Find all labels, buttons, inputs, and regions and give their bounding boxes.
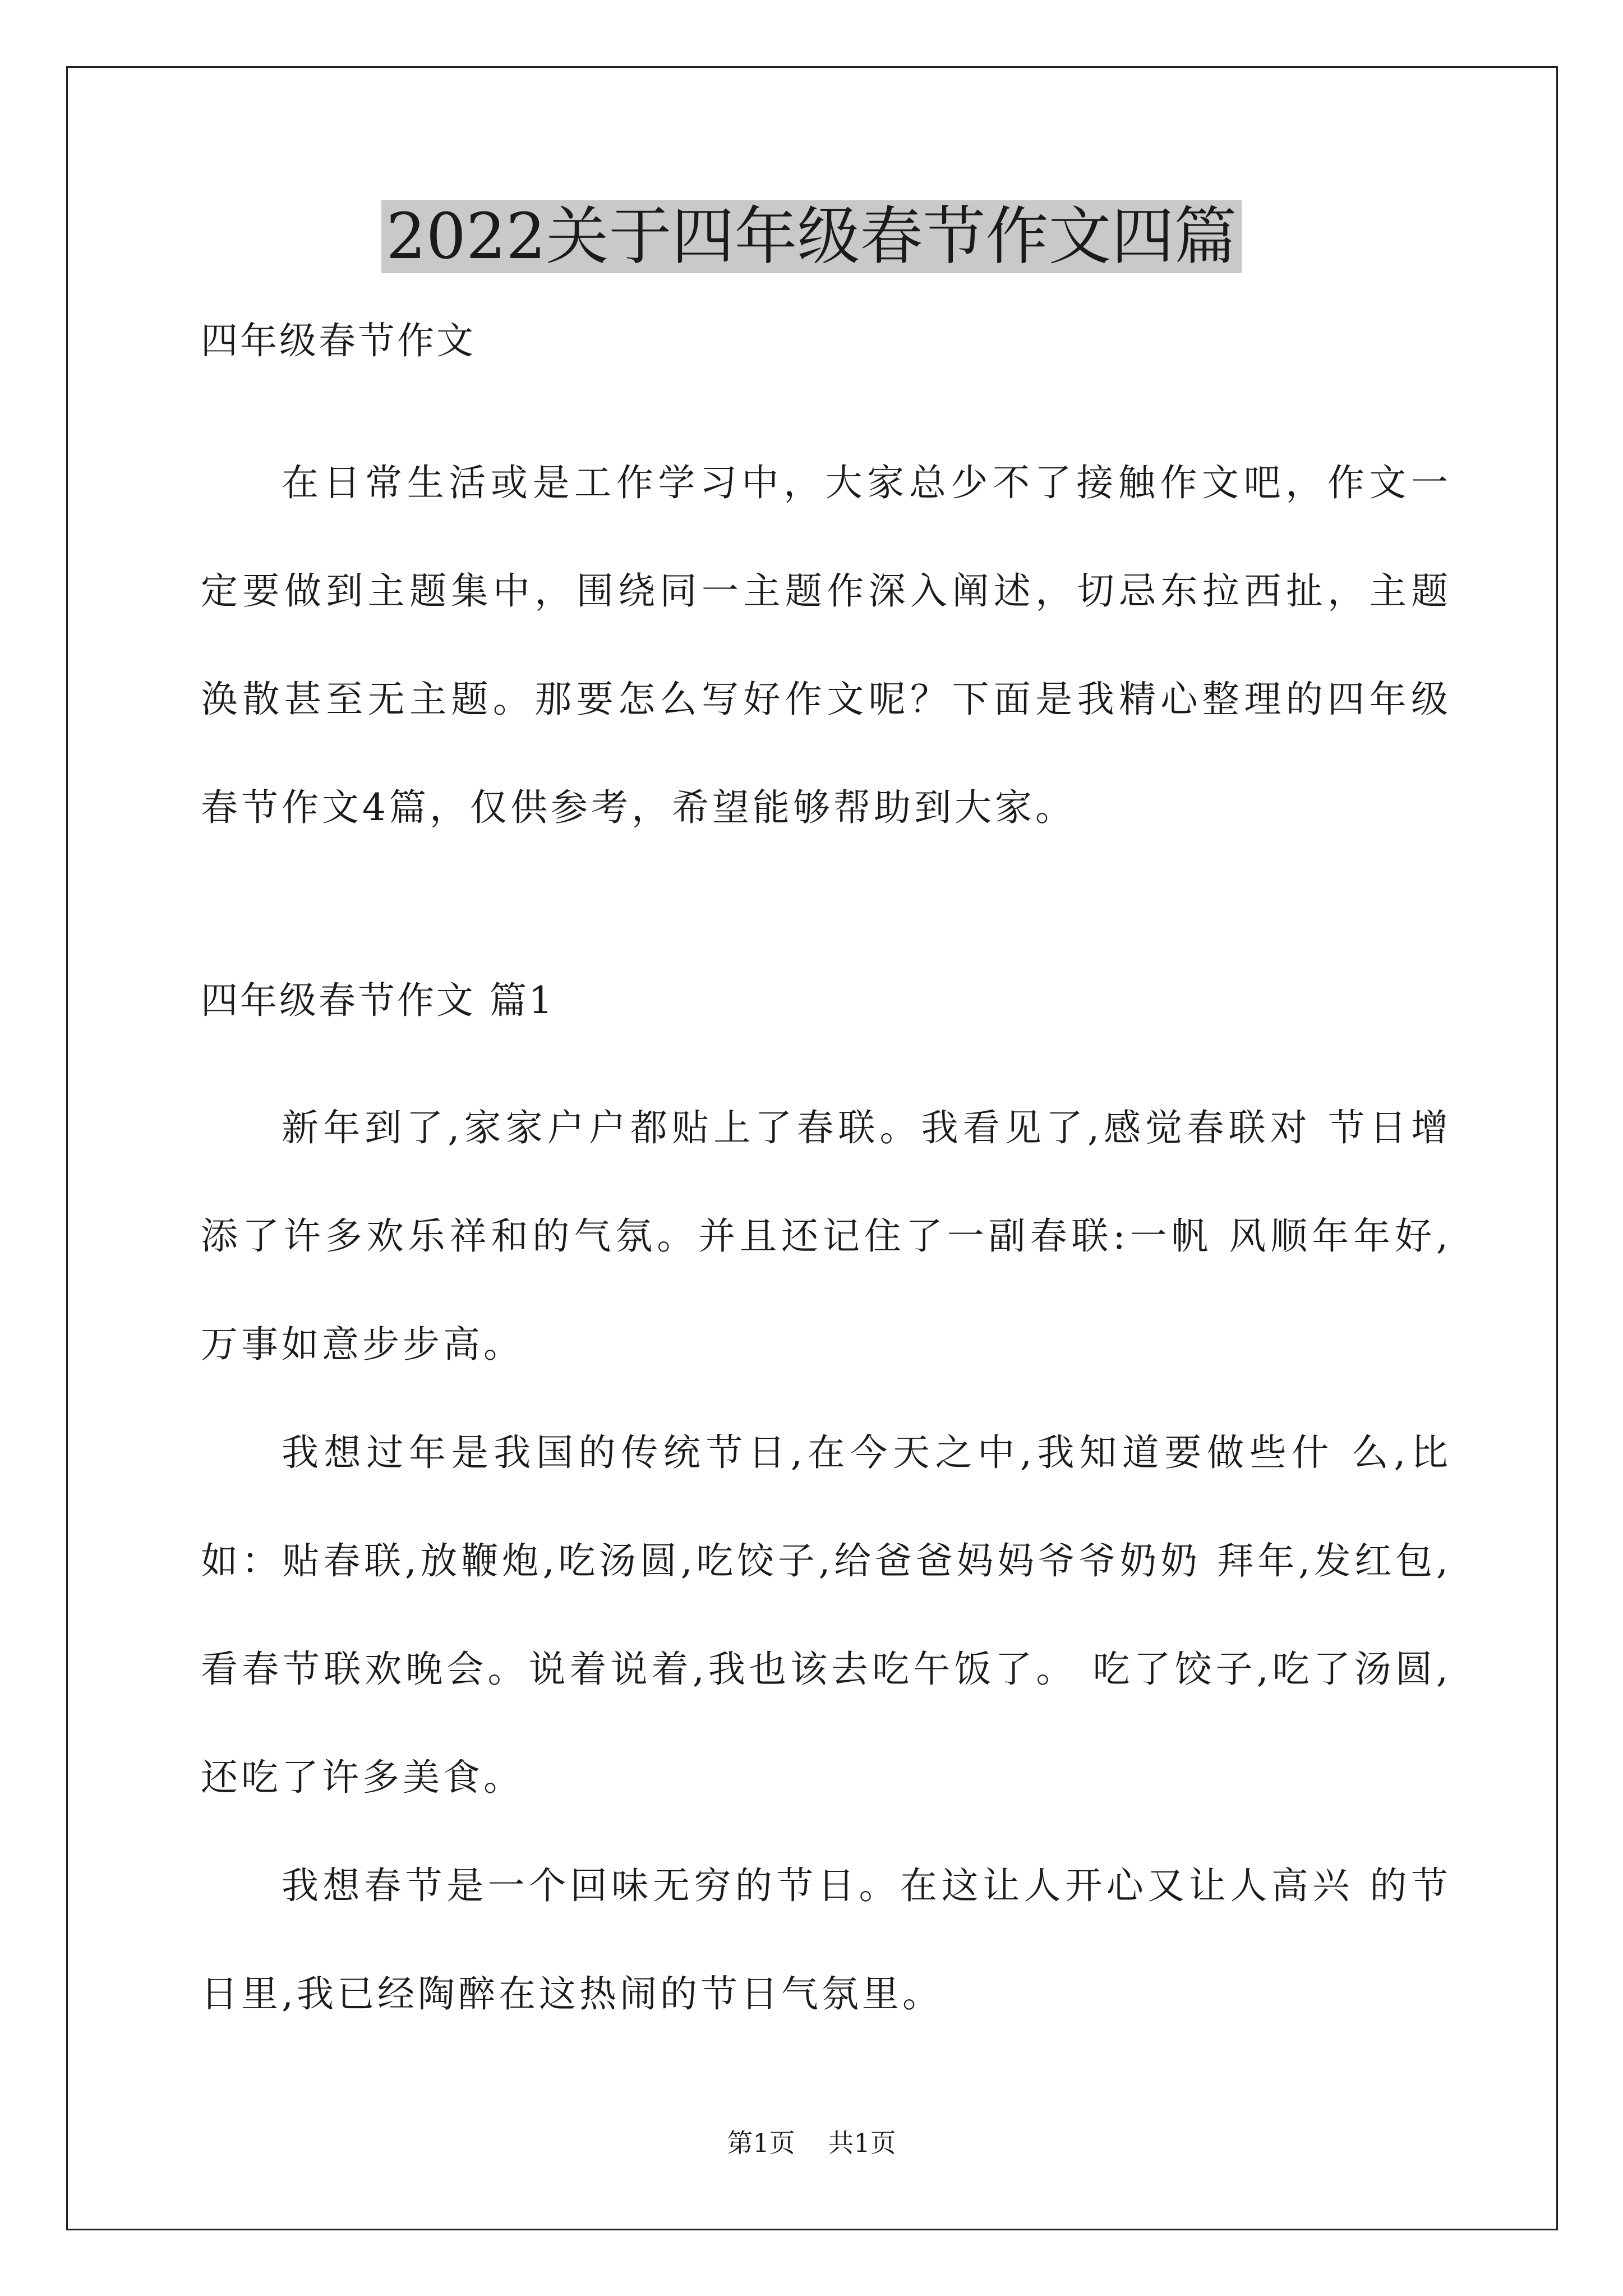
page-footer: [0, 2126, 1623, 2160]
section-heading: 四年级春节作文 篇1: [201, 979, 555, 1022]
intro-paragraph: 在日常生活或是工作学习中，大家总少不了接触作文吧，作文一定要做到主题集中，围绕同一主题作深入阐述，切忌东拉西扯，主题涣散甚至无主题。那要怎么写好作文呢？下面是我精心整理的四年级春节作文4篇，仅供参考，希望能够帮助到大家。: [201, 461, 1451, 829]
section-paragraph: 我想春节是一个回味无穷的节日。在这让人开心又让人高兴 的节日里,我已经陶醉在这热闹的节日气氛里。: [201, 1864, 1451, 2016]
document-title: [0, 197, 1623, 276]
section-paragraph: 我想过年是我国的传统节日,在今天之中,我知道要做些什 么,比如：贴春联,放鞭炮,吃汤圆,吃饺子,给爸爸妈妈爷爷奶奶 拜年,发红包,看春节联欢晚会。说着说着,我也该去吃午饭了。 吃了饺子,吃了汤圆,还吃了许多美食。: [201, 1431, 1451, 1799]
intro-heading: 四年级春节作文: [201, 319, 476, 362]
section-paragraph: 新年到了,家家户户都贴上了春联。我看见了,感觉春联对 节日增添了许多欢乐祥和的气氛。并且还记住了一副春联:一帆 风顺年年好,万事如意步步高。: [201, 1106, 1451, 1366]
page-total: 共1页: [828, 2128, 896, 2158]
document-body: [201, 314, 1451, 2048]
document-title-text: 2022关于四年级春节作文四篇: [381, 200, 1241, 273]
page-number: 第1页: [727, 2128, 795, 2158]
